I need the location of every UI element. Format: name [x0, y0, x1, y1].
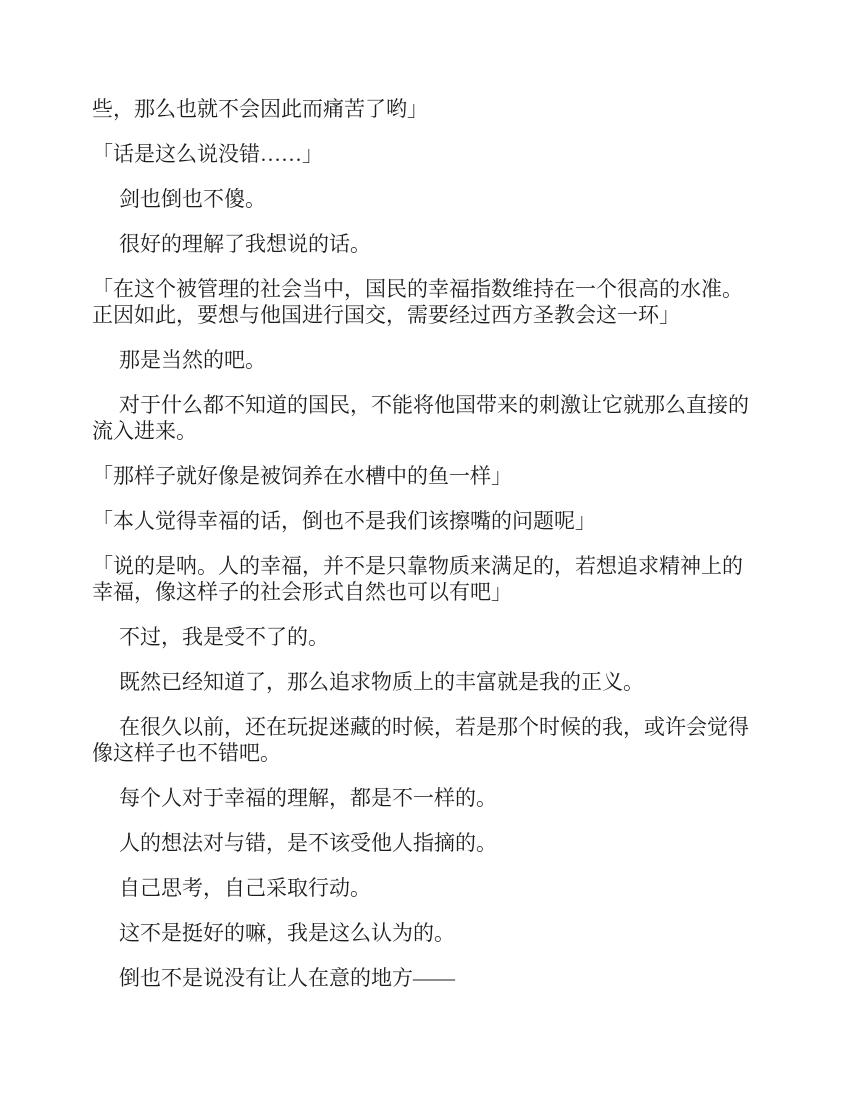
paragraph: 倒也不是说没有让人在意的地方—— [119, 966, 455, 990]
paragraph: 很好的理解了我想说的话。 [119, 232, 371, 256]
paragraph: 对于什么都不知道的国民，不能将他国带来的刺激让它就那么直接的流入进来。 [92, 393, 749, 443]
paragraph: 在很久以前，还在玩捉迷藏的时候，若是那个时候的我，或许会觉得像这样子也不错吧。 [92, 715, 749, 765]
paragraph: 剑也倒也不傻。 [119, 187, 266, 211]
paragraph: 人的想法对与错，是不该受他人指摘的。 [119, 831, 497, 855]
paragraph: 那是当然的吧。 [119, 348, 266, 372]
paragraph: 「话是这么说没错……」 [92, 142, 323, 166]
paragraph: 每个人对于幸福的理解，都是不一样的。 [119, 786, 497, 810]
paragraph: 「说的是呐。人的幸福，并不是只靠物质来满足的，若想追求精神上的幸福，像这样子的社会形式自然也可以有吧」 [92, 554, 743, 604]
paragraph: 自己思考，自己采取行动。 [119, 876, 371, 900]
paragraph: 既然已经知道了，那么追求物质上的丰富就是我的正义。 [119, 670, 644, 694]
paragraph: 这不是挺好的嘛，我是这么认为的。 [119, 921, 455, 945]
paragraph: 不过，我是受不了的。 [119, 625, 329, 649]
paragraph: 些，那么也就不会因此而痛苦了哟」 [92, 97, 428, 121]
paragraph: 「那样子就好像是被饲养在水槽中的鱼一样」 [92, 464, 512, 488]
paragraph: 「本人觉得幸福的话，倒也不是我们该擦嘴的问题呢」 [92, 509, 596, 533]
page-text [92, 96, 752, 991]
paragraph: 「在这个被管理的社会当中，国民的幸福指数维持在一个很高的水准。正因如此，要想与他国进行国交，需要经过西方圣教会这一环」 [92, 277, 743, 327]
